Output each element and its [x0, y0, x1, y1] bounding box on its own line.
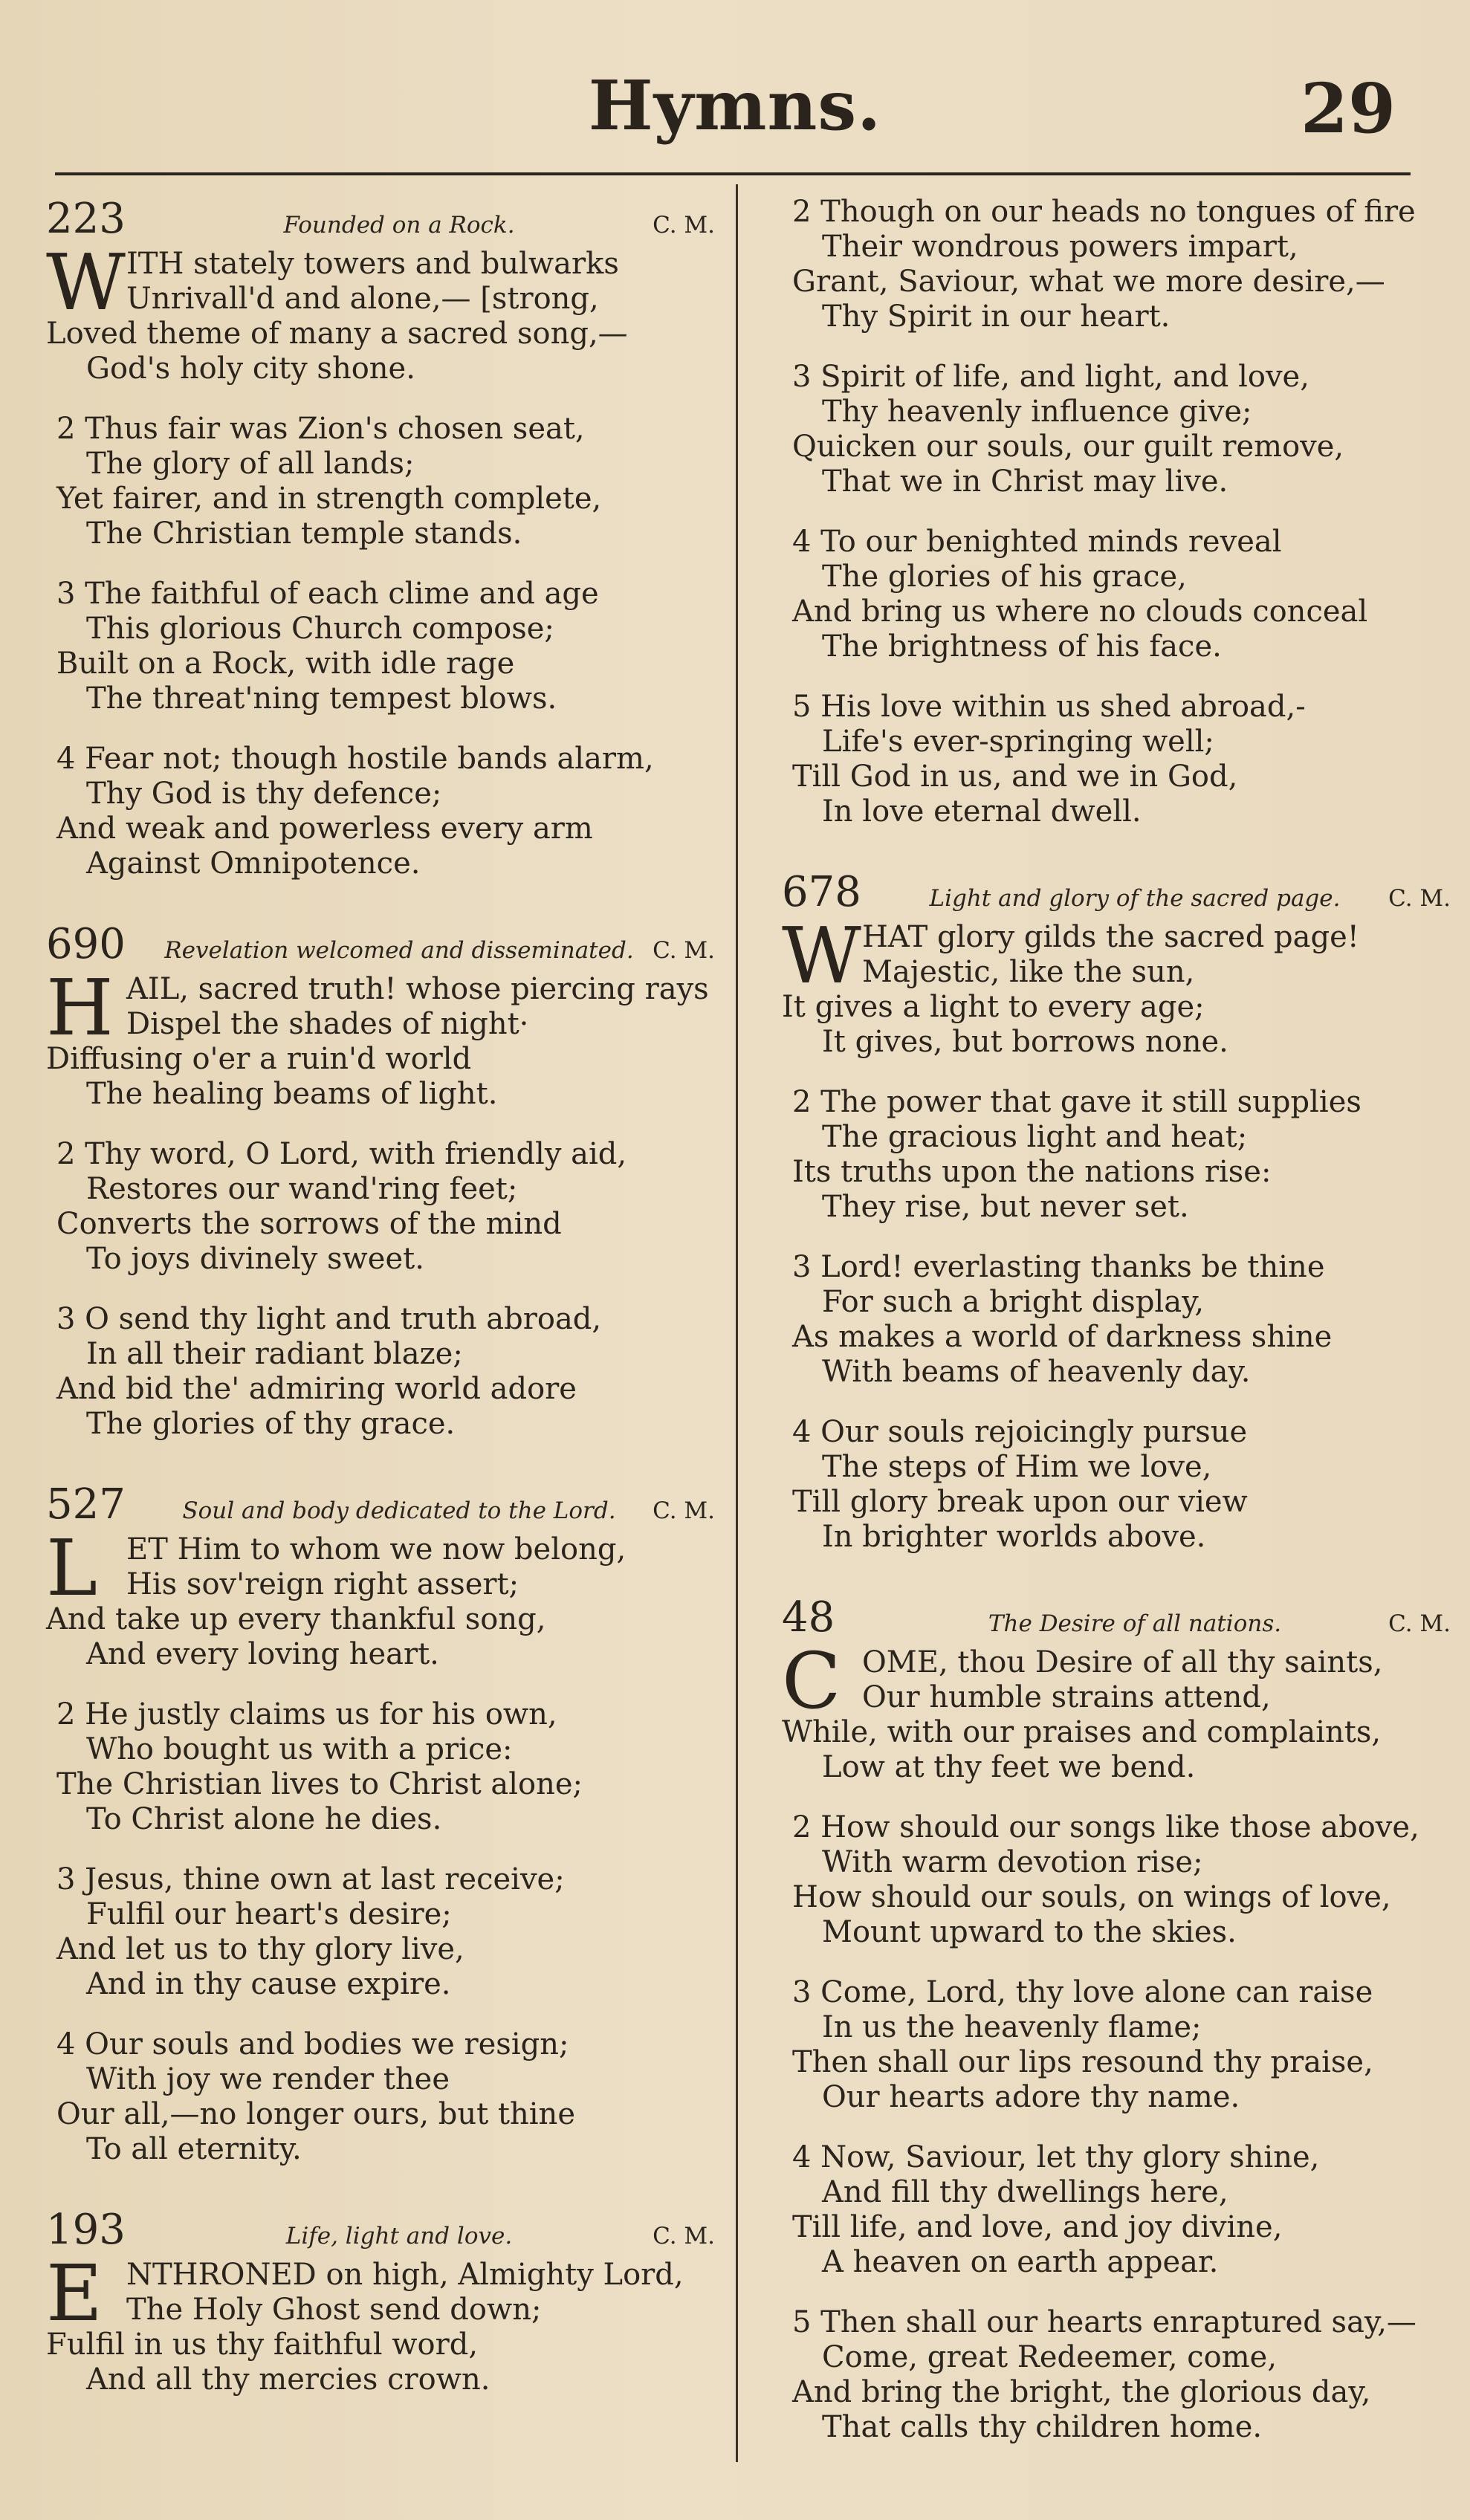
verse-line: Yet fairer, and in strength complete,	[56, 482, 602, 516]
first-verse	[782, 910, 1451, 1060]
verse	[782, 1810, 1451, 1950]
column-divider	[736, 184, 738, 2462]
verse-line: Grant, Saviour, what we more desire,—	[792, 265, 1385, 299]
verse-line: And bid the' admiring world adore	[56, 1372, 577, 1406]
verse-line: And bring us where no clouds conceal	[792, 595, 1368, 629]
verse-line: Built on a Rock, with idle rage	[56, 647, 515, 681]
verse	[46, 1302, 715, 1442]
verse-line: 2 Though on our heads no tongues of fire	[792, 195, 1416, 229]
verse-line: Our hearts adore thy name.	[822, 2080, 1240, 2114]
verse-line: Mount upward to the skies.	[822, 1915, 1237, 1949]
right-column	[782, 195, 1451, 2484]
verse-line: To all eternity.	[86, 2132, 302, 2166]
left-column	[46, 195, 715, 2436]
verse-line: 5 Then shall our hearts enraptured say,—	[792, 2305, 1416, 2339]
hymn-header	[782, 868, 1451, 920]
first-verse	[46, 237, 715, 386]
verse-line: 3 Spirit of life, and light, and love,	[792, 360, 1309, 394]
hymn-header	[46, 1480, 715, 1532]
verse-line: And weak and powerless every arm	[56, 812, 593, 846]
hymn-meter: C. M.	[1388, 885, 1451, 912]
verse-line: In us the heavenly flame;	[822, 2010, 1202, 2044]
verse-line: Dispel the shades of night·	[126, 1007, 529, 1041]
first-verse	[46, 962, 715, 1112]
verse-line: They rise, but never set.	[822, 1190, 1189, 1224]
verse-line: HAT glory gilds the sacred page!	[862, 920, 1359, 954]
verse-line: How should our souls, on wings of love,	[792, 1880, 1391, 1914]
verse-line: That we in Christ may live.	[822, 464, 1228, 499]
hymn-header	[46, 2206, 715, 2258]
drop-cap: C	[782, 1636, 841, 1726]
verse-line: The glories of thy grace.	[86, 1407, 456, 1441]
verse	[782, 1085, 1451, 1225]
verse-line: Thy Spirit in our heart.	[822, 299, 1171, 334]
hymn-header	[782, 1593, 1451, 1645]
verse-line: The Christian lives to Christ alone;	[56, 1767, 583, 1801]
verse-line: AIL, sacred truth! whose piercing rays	[126, 972, 709, 1006]
hymn	[782, 195, 1451, 829]
hymn-number: 48	[782, 1593, 835, 1642]
hymn-title: Life, light and love.	[285, 2223, 513, 2249]
verse-line: Restores our wand'ring feet;	[86, 1172, 518, 1206]
verse	[46, 1862, 715, 2002]
verse-line: 4 Our souls rejoicingly pursue	[792, 1415, 1248, 1449]
verse-line: 4 Fear not; though hostile bands alarm,	[56, 742, 654, 776]
verse-line: 3 O send thy light and truth abroad,	[56, 1302, 602, 1336]
verse-line: Low at thy feet we bend.	[822, 1750, 1196, 1784]
verse	[782, 360, 1451, 499]
verse-line: Quicken our souls, our guilt remove,	[792, 430, 1344, 464]
first-verse	[46, 2248, 715, 2397]
first-verse	[782, 1636, 1451, 1785]
verse-line: 4 Our souls and bodies we resign;	[56, 2027, 569, 2061]
verse-line: While, with our praises and complaints,	[782, 1715, 1382, 1749]
verse-line: That calls thy children home.	[822, 2410, 1263, 2444]
drop-cap: E	[46, 2248, 103, 2339]
verse-line: Till glory break upon our view	[792, 1485, 1248, 1519]
verse-line: 2 He justly claims us for his own,	[56, 1697, 557, 1732]
verse-line: And all thy mercies crown.	[86, 2362, 490, 2397]
verse-line: 5 His love within us shed abroad,-	[792, 690, 1306, 724]
verse-line: Fulfil our heart's desire;	[86, 1897, 452, 1931]
verse-line: 4 Now, Saviour, let thy glory shine,	[792, 2140, 1320, 2174]
verse-line: Come, great Redeemer, come,	[822, 2340, 1278, 2374]
verse-line: With beams of heavenly day.	[822, 1355, 1251, 1389]
verse	[782, 1415, 1451, 1555]
verse	[46, 1697, 715, 1837]
verse-line: 2 Thy word, O Lord, with friendly aid,	[56, 1137, 627, 1171]
verse-line: As makes a world of darkness shine	[792, 1320, 1333, 1354]
verse-line: NTHRONED on high, Almighty Lord,	[126, 2258, 684, 2292]
verse-line: Majestic, like the sun,	[862, 955, 1195, 989]
hymn	[782, 868, 1451, 1555]
hymn	[46, 2206, 715, 2397]
verse-line: The threat'ning tempest blows.	[86, 681, 557, 716]
verse-line: And take up every thankful song,	[46, 1602, 546, 1636]
hymn-meter: C. M.	[653, 1497, 715, 1524]
hymn-title: Soul and body dedicated to the Lord.	[182, 1497, 616, 1524]
hymn-meter: C. M.	[1388, 1610, 1451, 1637]
hymn-title: Revelation welcomed and disseminated.	[164, 937, 634, 964]
verse-line: God's holy city shone.	[86, 352, 415, 386]
verse-line: The Holy Ghost send down;	[126, 2293, 542, 2327]
verse	[782, 1975, 1451, 2115]
hymn-title: The Desire of all nations.	[988, 1610, 1282, 1637]
verse-line: Thy heavenly influence give;	[822, 395, 1252, 429]
verse-line: 2 The power that gave it still supplies	[792, 1085, 1361, 1119]
verse-line: In all their radiant blaze;	[86, 1337, 463, 1371]
verse-line: Thy God is thy defence;	[86, 777, 442, 811]
verse-line: 4 To our benighted minds reveal	[792, 525, 1282, 559]
verse-line: The glory of all lands;	[86, 447, 415, 481]
verse-line: It gives, but borrows none.	[822, 1025, 1228, 1059]
hymn-header	[46, 920, 715, 972]
verse-line: Then shall our lips resound thy praise,	[792, 2045, 1373, 2079]
verse-line: The brightness of his face.	[822, 629, 1222, 664]
verse-line: In love eternal dwell.	[822, 794, 1142, 829]
verse	[782, 2305, 1451, 2445]
verse-line: Its truths upon the nations rise:	[792, 1155, 1272, 1189]
verse-line: ET Him to whom we now belong,	[126, 1532, 626, 1567]
verse	[46, 2027, 715, 2167]
hymn-title: Founded on a Rock.	[283, 212, 515, 239]
verse-line: It gives a light to every age;	[782, 990, 1205, 1024]
verse-line: Till God in us, and we in God,	[792, 759, 1238, 794]
verse-line: With joy we render thee	[86, 2062, 450, 2096]
drop-cap: H	[46, 962, 114, 1053]
verse-line: 3 Lord! everlasting thanks be thine	[792, 1250, 1325, 1284]
verse-line: Our humble strains attend,	[862, 1680, 1271, 1714]
hymn-meter: C. M.	[653, 212, 715, 239]
verse	[782, 195, 1451, 334]
verse-line: Their wondrous powers impart,	[822, 230, 1298, 264]
verse-line: The healing beams of light.	[86, 1077, 498, 1111]
verse-line: Till life, and love, and joy divine,	[792, 2210, 1283, 2244]
hymn-number: 678	[782, 868, 861, 916]
verse	[782, 2140, 1451, 2280]
hymn-number: 690	[46, 920, 126, 968]
verse-line: And every loving heart.	[86, 1637, 439, 1671]
page-number: 29	[1300, 68, 1396, 149]
verse	[46, 577, 715, 716]
verse-line: Fulfil in us thy faithful word,	[46, 2328, 479, 2362]
verse-line: For such a bright display,	[822, 1285, 1205, 1319]
hymn-header	[46, 195, 715, 247]
verse-line: Diffusing o'er a ruin'd world	[46, 1042, 472, 1076]
verse-line: With warm devotion rise;	[822, 1845, 1203, 1879]
hymn-number: 527	[46, 1480, 126, 1529]
page-header	[0, 0, 1470, 178]
verse-line: Our all,—no longer ours, but thine	[56, 2097, 575, 2131]
verse-line: Loved theme of many a sacred song,—	[46, 317, 628, 351]
hymn-number: 193	[46, 2206, 126, 2254]
verse-line: In brighter worlds above.	[822, 1520, 1206, 1554]
header-rule	[55, 172, 1411, 175]
verse-line: 3 Jesus, thine own at last receive;	[56, 1862, 565, 1897]
verse-line: The steps of Him we love,	[822, 1450, 1212, 1484]
verse-line: ITH stately towers and bulwarks	[126, 247, 619, 281]
hymn	[46, 195, 715, 881]
verse-line: A heaven on earth appear.	[822, 2245, 1219, 2279]
verse-line: And in thy cause expire.	[86, 1967, 451, 2001]
hymn	[782, 1593, 1451, 2445]
verse-line: The glories of his grace,	[822, 560, 1187, 594]
verse-line: To joys divinely sweet.	[86, 1242, 424, 1276]
verse-line: The Christian temple stands.	[86, 516, 522, 551]
verse-line: 2 Thus fair was Zion's chosen seat,	[56, 412, 585, 446]
verse-line: OME, thou Desire of all thy saints,	[862, 1645, 1383, 1680]
verse-line: Who bought us with a price:	[86, 1732, 513, 1766]
verse-line: Converts the sorrows of the mind	[56, 1207, 562, 1241]
verse-line: 3 The faithful of each clime and age	[56, 577, 599, 611]
verse-line: 3 Come, Lord, thy love alone can raise	[792, 1975, 1373, 2009]
hymn	[46, 920, 715, 1442]
verse	[46, 412, 715, 551]
verse-line: The gracious light and heat;	[822, 1120, 1248, 1154]
verse	[782, 525, 1451, 664]
verse-line: His sov'reign right assert;	[126, 1567, 519, 1601]
hymn-number: 223	[46, 195, 126, 243]
hymn	[46, 1480, 715, 2167]
verse-line: And fill thy dwellings here,	[822, 2175, 1228, 2209]
verse-line: This glorious Church compose;	[86, 612, 554, 646]
first-verse	[46, 1523, 715, 1672]
verse	[46, 742, 715, 881]
verse-line: And let us to thy glory live,	[56, 1932, 464, 1966]
verse-line: Unrivall'd and alone,— [strong,	[126, 282, 599, 316]
verse	[782, 690, 1451, 829]
hymn-title: Light and glory of the sacred page.	[929, 885, 1341, 912]
verse-line: Against Omnipotence.	[86, 846, 421, 881]
page-title: Hymns.	[588, 65, 882, 146]
verse-line: 2 How should our songs like those above,	[792, 1810, 1419, 1844]
drop-cap: W	[46, 237, 126, 328]
verse	[782, 1250, 1451, 1390]
verse-line: Life's ever-springing well;	[822, 725, 1214, 759]
hymn-meter: C. M.	[653, 937, 715, 964]
drop-cap: W	[782, 910, 861, 1001]
verse-line: And bring the bright, the glorious day,	[792, 2375, 1371, 2409]
hymn-meter: C. M.	[653, 2223, 715, 2249]
verse	[46, 1137, 715, 1277]
verse-line: To Christ alone he dies.	[86, 1802, 442, 1836]
drop-cap: L	[46, 1523, 98, 1613]
